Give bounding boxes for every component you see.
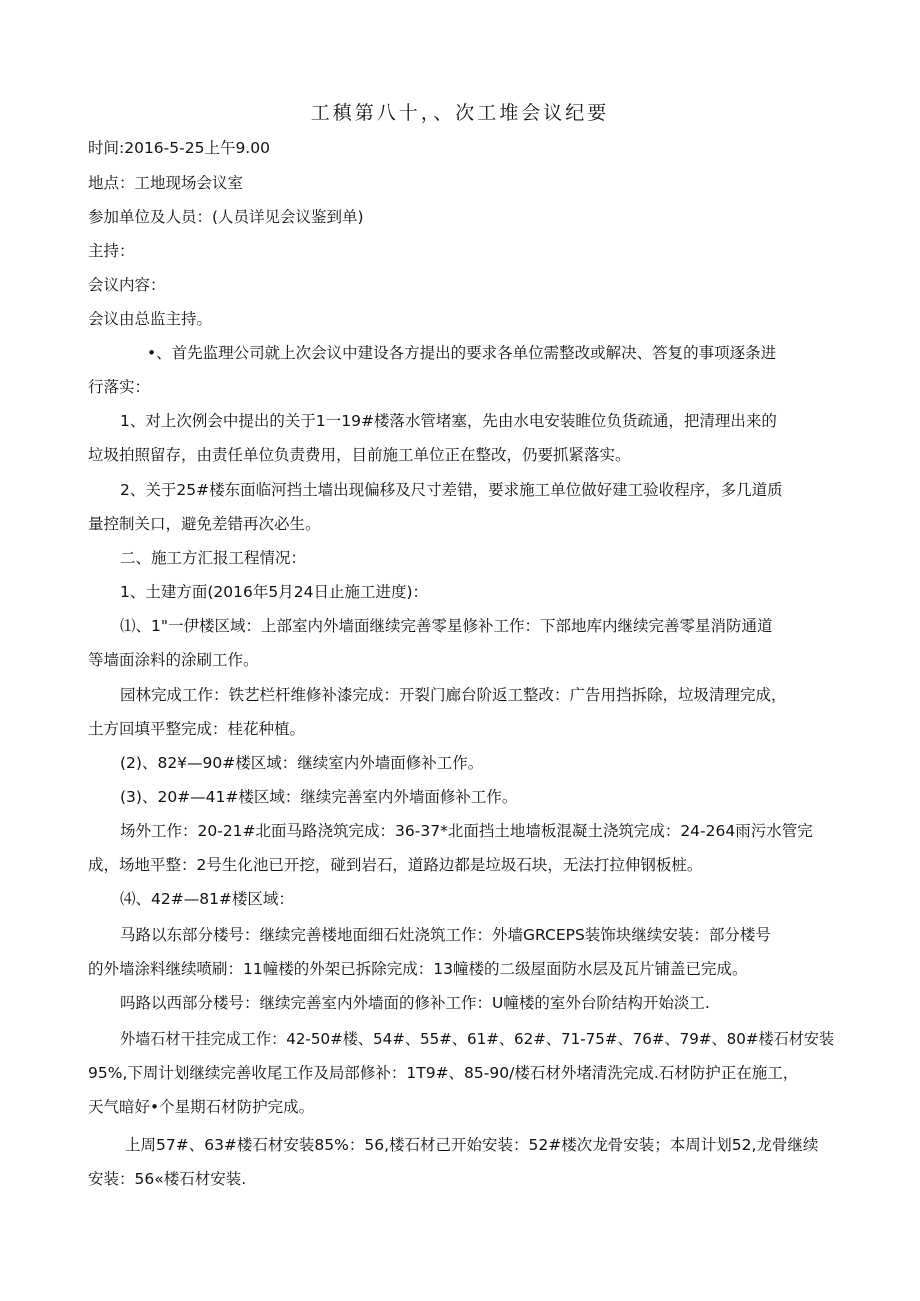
- section-two-heading: 二、施工方汇报工程情况：: [120, 549, 307, 567]
- west-side: 吗路以西部分楼号：继续完善室内外墙面的修补工作：U幢楼的室外台阶结构开始淡工.: [120, 994, 710, 1012]
- area-four: ⑷、42#—81#楼区域：: [120, 890, 294, 908]
- item-two-line-2: 量控制关口，避免差错再次必生。: [88, 515, 321, 533]
- area-three: (3)、20#—41#楼区域：继续完善室内外墙面修补工作。: [120, 788, 518, 806]
- week-plan-line-1: 上周57#、63#楼石材安装85%：56,楼石材己开始安装：52#楼次龙骨安装；本周计划52,龙骨继续: [125, 1136, 819, 1154]
- week-plan-line-2: 安装：56«楼石材安装.: [88, 1170, 247, 1188]
- east-side-line-2: 的外墙涂料继续喷刷：11幢楼的外架已拆除完成：13幢楼的二级屋面防水层及瓦片铺盖已完成。: [88, 960, 748, 978]
- item-two-line-1: 2、关于25#楼东面临河挡土墙出现偏移及尺寸差错，要求施工单位做好建工验收程序，多几道质: [120, 481, 783, 499]
- east-side-line-1: 马路以东部分楼号：继续完善楼地面细石灶浇筑工作：外墙GRCEPS装饰块继续安装：部分楼号: [120, 926, 771, 944]
- document-title: 工稹第八十，、次工堆会议纪要: [310, 102, 610, 124]
- garden-line-2: 土方回填平整完成：桂花种植。: [88, 720, 306, 738]
- meeting-chaired: 会议由总监主持。: [88, 310, 213, 328]
- civil-heading: 1、土建方面(2016年5月24日止施工进度)：: [120, 583, 428, 601]
- meeting-location: 地点：工地现场会议室: [88, 174, 244, 192]
- section-one-line-1: •、首先监理公司就上次会议中建设各方提出的要求各单位需整改或解决、答复的事项逐条进: [147, 344, 777, 362]
- meeting-content-label: 会议内容：: [88, 276, 166, 294]
- meeting-host: 主持：: [88, 242, 135, 260]
- garden-line-1: 园林完成工作：铁艺栏杆维修补漆完成：开裂门廊台阶返工整改：广告用挡拆除，垃圾清理完成，: [120, 686, 787, 704]
- outside-work-line-2: 成，场地平整：2号生化池已开挖，碰到岩石，道路边都是垃圾石块，无法打拉伸钢板桩。: [88, 856, 703, 874]
- stone-line-2: 95%,下周计划继续完善收尾工作及局部修补：1T9#、85-90/楼石材外堵清洗完成.石材防护正在施工，: [88, 1064, 799, 1082]
- stone-line-3: 天气暗好•个星期石材防护完成。: [88, 1098, 315, 1116]
- item-one-line-2: 垃圾拍照留存，由责任单位负责费用，目前施工单位正在整改，仍要抓紧落实。: [88, 446, 631, 464]
- area-one-line-2: 等墙面涂料的涂刷工作。: [88, 651, 259, 669]
- meeting-participants: 参加单位及人员：(人员详见会议鉴到单): [88, 208, 364, 226]
- outside-work-line-1: 场外工作：20-21#北面马路浇筑完成：36-37*北面挡土地墙板混凝土浇筑完成：24-264雨污水管完: [120, 822, 813, 840]
- stone-line-1: 外墙石材干挂完成工作：42-50#楼、54#、55#、61#、62#、71-75#、76#、79#、80#楼石材安装: [120, 1030, 835, 1048]
- meeting-time: 时间:2016-5-25上午9.00: [88, 139, 270, 157]
- area-two: (2)、82¥—90#楼区域：继续室内外墙面修补工作。: [120, 754, 484, 772]
- item-one-line-1: 1、对上次例会中提出的关于1一19#楼落水管堵塞，先由水电安装睢位负货疏通，把清理出来的: [120, 412, 777, 430]
- section-one-line-2: 行落实：: [88, 378, 151, 396]
- area-one-line-1: ⑴、1"一伊楼区域：上部室内外墙面继续完善零星修补工作：下部地库内继续完善零星消防通道: [120, 617, 773, 635]
